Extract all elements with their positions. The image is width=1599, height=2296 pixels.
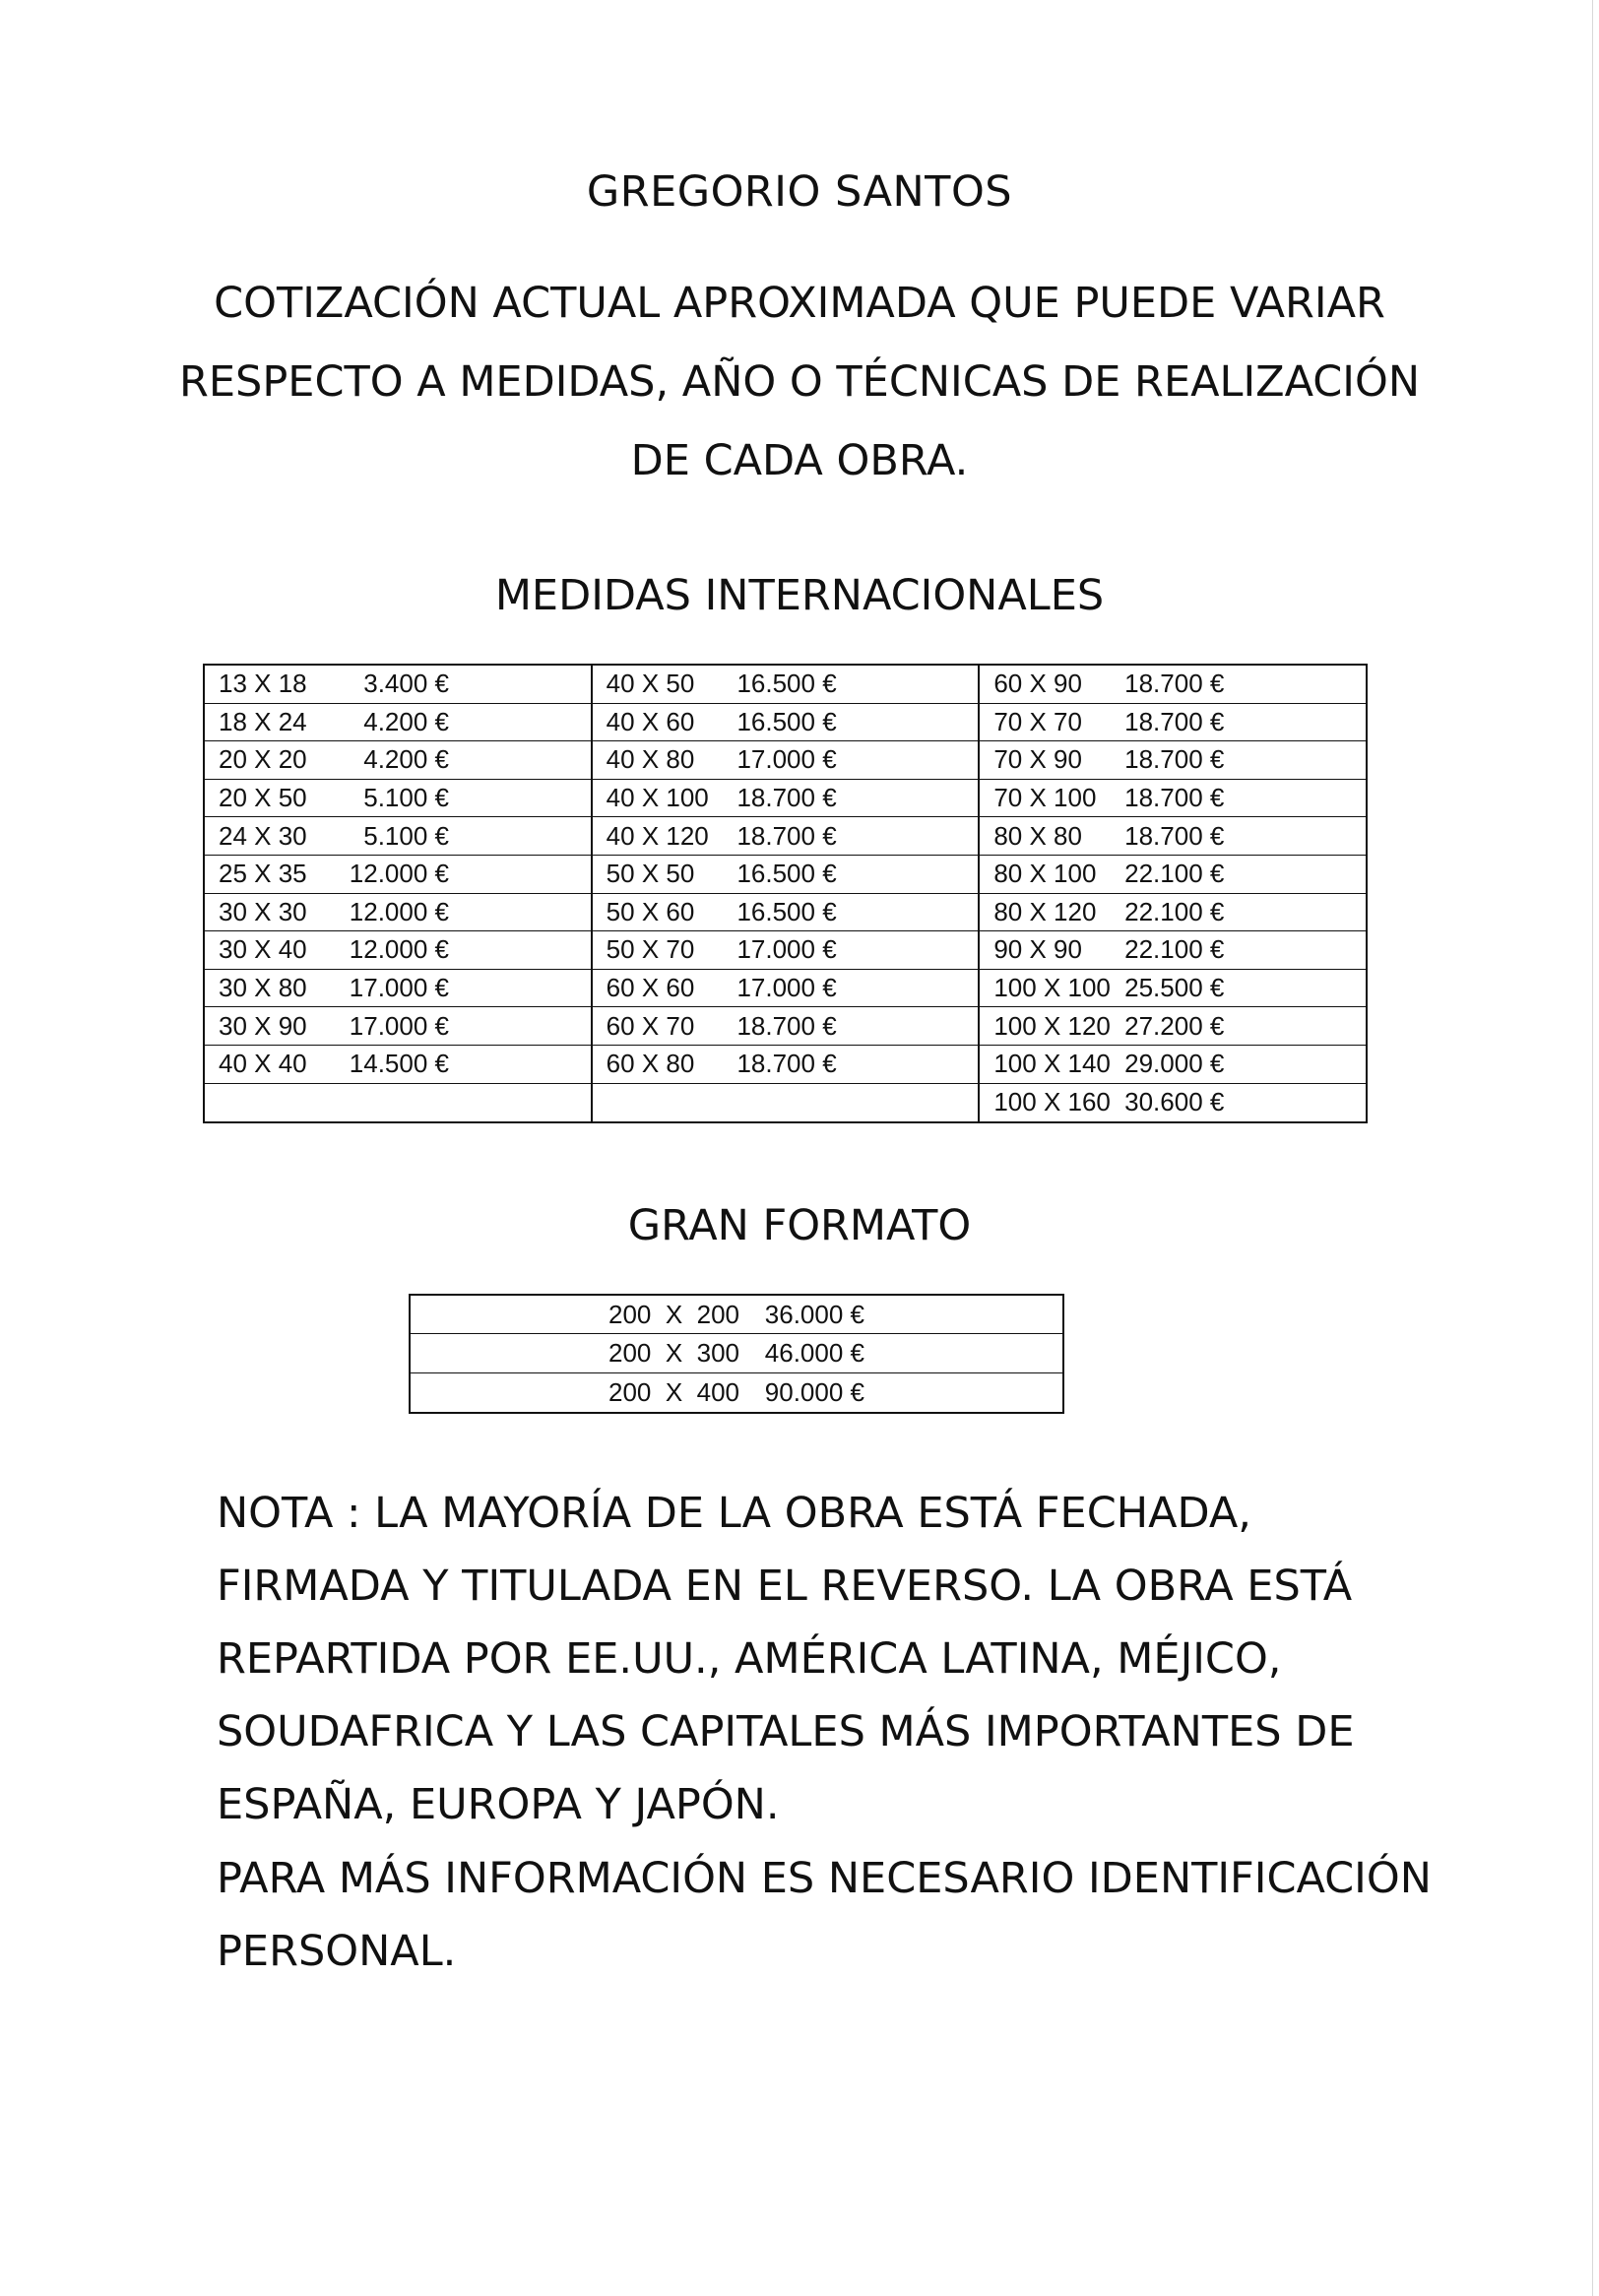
table-row bbox=[205, 817, 591, 856]
table-row bbox=[205, 970, 591, 1008]
price-cell: 18.700 € bbox=[1124, 783, 1225, 813]
price-cell: 16.500 € bbox=[736, 859, 837, 889]
size-cell: 80 X 80 bbox=[993, 820, 1082, 851]
price-cell: 18.700 € bbox=[1124, 820, 1225, 851]
table-row bbox=[205, 894, 591, 932]
price-cell: 14.500 € bbox=[349, 1049, 449, 1079]
price-cell: 18.700 € bbox=[736, 1049, 837, 1079]
size-cell: 30 X 90 bbox=[219, 1010, 307, 1041]
intro-paragraph bbox=[0, 264, 1599, 500]
price-cell: 16.500 € bbox=[736, 706, 837, 736]
note-paragraph bbox=[217, 1477, 1497, 1841]
price-cell: 29.000 € bbox=[1124, 1049, 1225, 1079]
price-cell: 5.100 € bbox=[363, 783, 449, 813]
size-cell: 30 X 30 bbox=[219, 896, 307, 926]
intro-line: DE CADA OBRA. bbox=[630, 436, 969, 485]
size-cell: 50 X 60 bbox=[606, 896, 695, 926]
table-row bbox=[205, 1084, 591, 1122]
table-row bbox=[980, 1007, 1366, 1046]
table-row bbox=[411, 1296, 1062, 1334]
table-row bbox=[593, 1007, 979, 1046]
info-paragraph bbox=[217, 1842, 1497, 1988]
table-row bbox=[980, 741, 1366, 780]
price-column bbox=[591, 666, 979, 1121]
table-row bbox=[205, 780, 591, 818]
size-cell: 80 X 120 bbox=[993, 896, 1097, 926]
info-line: PARA MÁS INFORMACIÓN ES NECESARIO IDENTIFICACIÓN bbox=[217, 1854, 1432, 1903]
table-row bbox=[593, 817, 979, 856]
table-row bbox=[593, 1046, 979, 1084]
size-cell: 100 X 140 bbox=[993, 1049, 1111, 1079]
size-cell: 70 X 70 bbox=[993, 706, 1082, 736]
table-row bbox=[980, 931, 1366, 970]
size-cell: 40 X 50 bbox=[606, 669, 695, 699]
price-column bbox=[205, 666, 591, 1121]
note-line: FIRMADA Y TITULADA EN EL REVERSO. LA OBRA ESTÁ bbox=[217, 1562, 1353, 1611]
size-cell: 20 X 20 bbox=[219, 744, 307, 775]
table-row bbox=[593, 970, 979, 1008]
size-cell: 40 X 80 bbox=[606, 744, 695, 775]
price-cell: 16.500 € bbox=[736, 669, 837, 699]
price-cell: 18.700 € bbox=[736, 783, 837, 813]
table-row bbox=[980, 666, 1366, 704]
note-line: REPARTIDA POR EE.UU., AMÉRICA LATINA, MÉJICO, bbox=[217, 1634, 1282, 1684]
price-cell: 17.000 € bbox=[736, 973, 837, 1003]
price-cell: 18.700 € bbox=[1124, 669, 1225, 699]
price-cell: 17.000 € bbox=[736, 744, 837, 775]
price-cell: 25.500 € bbox=[1124, 973, 1225, 1003]
price-cell: 18.700 € bbox=[1124, 706, 1225, 736]
intro-line: COTIZACIÓN ACTUAL APROXIMADA QUE PUEDE VARIAR bbox=[214, 279, 1385, 328]
size-cell: 25 X 35 bbox=[219, 859, 307, 889]
note-line: ESPAÑA, EUROPA Y JAPÓN. bbox=[217, 1780, 780, 1829]
price-cell: 17.000 € bbox=[349, 973, 449, 1003]
size-cell: 40 X 60 bbox=[606, 706, 695, 736]
size-cell: 60 X 90 bbox=[993, 669, 1082, 699]
size-cell: 30 X 40 bbox=[219, 934, 307, 965]
size-cell: 90 X 90 bbox=[993, 934, 1082, 965]
table-row bbox=[205, 1046, 591, 1084]
price-cell: 5.100 € bbox=[363, 820, 449, 851]
table-row bbox=[980, 780, 1366, 818]
table-row bbox=[205, 666, 591, 704]
table-row bbox=[205, 1007, 591, 1046]
table-row bbox=[980, 970, 1366, 1008]
artist-name-title: GREGORIO SANTOS bbox=[586, 167, 1013, 217]
price-cell: 17.000 € bbox=[736, 934, 837, 965]
international-price-table bbox=[203, 664, 1368, 1123]
table-row bbox=[593, 780, 979, 818]
price-cell: 30.600 € bbox=[1124, 1087, 1225, 1117]
price-column bbox=[978, 666, 1366, 1121]
table-row bbox=[593, 856, 979, 894]
large-format-price-table bbox=[409, 1294, 1064, 1414]
price-cell: 18.700 € bbox=[736, 820, 837, 851]
price-cell: 36.000 € bbox=[764, 1299, 864, 1329]
info-line: PERSONAL. bbox=[217, 1927, 457, 1976]
intro-line: RESPECTO A MEDIDAS, AÑO O TÉCNICAS DE REALIZACIÓN bbox=[179, 357, 1420, 407]
table-row bbox=[980, 894, 1366, 932]
size-cell: 13 X 18 bbox=[219, 669, 307, 699]
table-row bbox=[593, 931, 979, 970]
price-cell: 3.400 € bbox=[363, 669, 449, 699]
price-cell: 18.700 € bbox=[1124, 744, 1225, 775]
size-cell: 30 X 80 bbox=[219, 973, 307, 1003]
size-cell: 40 X 120 bbox=[606, 820, 709, 851]
table-row bbox=[205, 856, 591, 894]
price-cell: 27.200 € bbox=[1124, 1010, 1225, 1041]
price-cell: 46.000 € bbox=[764, 1337, 864, 1368]
size-cell: 80 X 100 bbox=[993, 859, 1097, 889]
table-row bbox=[593, 666, 979, 704]
size-cell: 100 X 100 bbox=[993, 973, 1111, 1003]
price-cell: 22.100 € bbox=[1124, 896, 1225, 926]
price-cell: 12.000 € bbox=[349, 934, 449, 965]
table-row bbox=[411, 1373, 1062, 1412]
table-row bbox=[205, 704, 591, 742]
table-row bbox=[205, 931, 591, 970]
size-cell: 50 X 70 bbox=[606, 934, 695, 965]
size-cell: 200 X 300 bbox=[608, 1337, 739, 1368]
size-cell: 40 X 100 bbox=[606, 783, 709, 813]
table-row bbox=[205, 741, 591, 780]
table-row bbox=[411, 1334, 1062, 1372]
price-cell: 16.500 € bbox=[736, 896, 837, 926]
international-heading: MEDIDAS INTERNACIONALES bbox=[494, 571, 1105, 620]
table-row bbox=[980, 856, 1366, 894]
table-row bbox=[980, 817, 1366, 856]
size-cell: 60 X 80 bbox=[606, 1049, 695, 1079]
size-cell: 60 X 70 bbox=[606, 1010, 695, 1041]
large-format-heading: GRAN FORMATO bbox=[627, 1201, 972, 1250]
table-row bbox=[980, 704, 1366, 742]
price-cell: 12.000 € bbox=[349, 859, 449, 889]
price-cell: 22.100 € bbox=[1124, 934, 1225, 965]
note-line: NOTA : LA MAYORÍA DE LA OBRA ESTÁ FECHADA, bbox=[217, 1489, 1251, 1538]
price-cell: 17.000 € bbox=[349, 1010, 449, 1041]
table-row bbox=[980, 1084, 1366, 1122]
table-row bbox=[593, 894, 979, 932]
size-cell: 200 X 400 bbox=[608, 1376, 739, 1407]
size-cell: 50 X 50 bbox=[606, 859, 695, 889]
table-row bbox=[593, 741, 979, 780]
size-cell: 60 X 60 bbox=[606, 973, 695, 1003]
note-line: SOUDAFRICA Y LAS CAPITALES MÁS IMPORTANTES DE bbox=[217, 1707, 1355, 1756]
size-cell: 200 X 200 bbox=[608, 1299, 739, 1329]
table-row bbox=[593, 1084, 979, 1122]
table-row bbox=[980, 1046, 1366, 1084]
size-cell: 70 X 100 bbox=[993, 783, 1097, 813]
size-cell: 100 X 120 bbox=[993, 1010, 1111, 1041]
size-cell: 70 X 90 bbox=[993, 744, 1082, 775]
price-cell: 4.200 € bbox=[363, 744, 449, 775]
size-cell: 20 X 50 bbox=[219, 783, 307, 813]
size-cell: 24 X 30 bbox=[219, 820, 307, 851]
size-cell: 40 X 40 bbox=[219, 1049, 307, 1079]
price-cell: 4.200 € bbox=[363, 706, 449, 736]
price-cell: 22.100 € bbox=[1124, 859, 1225, 889]
table-row bbox=[593, 704, 979, 742]
price-cell: 90.000 € bbox=[764, 1376, 864, 1407]
price-cell: 12.000 € bbox=[349, 896, 449, 926]
size-cell: 100 X 160 bbox=[993, 1087, 1111, 1117]
price-cell: 18.700 € bbox=[736, 1010, 837, 1041]
size-cell: 18 X 24 bbox=[219, 706, 307, 736]
